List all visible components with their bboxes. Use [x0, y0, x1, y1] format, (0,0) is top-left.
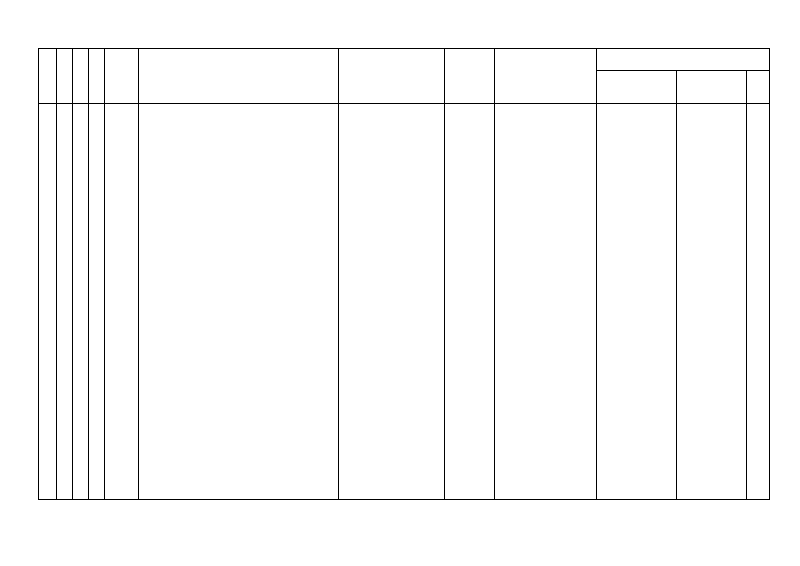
rule-denominazione — [338, 48, 339, 500]
header-bottom-rule — [38, 103, 770, 104]
rule-programma — [72, 48, 73, 500]
col-header-residui — [338, 48, 444, 103]
table-header — [38, 48, 770, 103]
col-header-titolo — [72, 48, 88, 103]
col-header-codice-capitolo — [104, 48, 138, 103]
col-header-prev-2018 — [676, 70, 746, 103]
rule-titolo — [88, 48, 89, 500]
col-header-pluriennale — [596, 48, 770, 70]
col-header-denominazione — [138, 48, 338, 103]
rule-residui — [444, 48, 445, 500]
rule-p2 — [746, 70, 747, 500]
col-header-macroaggr — [88, 48, 104, 103]
table-frame — [38, 48, 770, 500]
rule-prevdef — [596, 48, 597, 500]
col-header-missione — [38, 48, 56, 103]
rule-codice — [138, 48, 139, 500]
col-header-prev-anno-corrente — [596, 70, 676, 103]
rule-macro — [104, 48, 105, 500]
col-header-programma — [56, 48, 72, 103]
col-header-previsioni-definitive — [494, 48, 596, 103]
rule-missione — [56, 48, 57, 500]
rule-voci — [494, 48, 495, 500]
rule-p1 — [676, 70, 677, 500]
col-header-prev-2019 — [746, 70, 770, 103]
col-header-voci — [444, 48, 494, 103]
